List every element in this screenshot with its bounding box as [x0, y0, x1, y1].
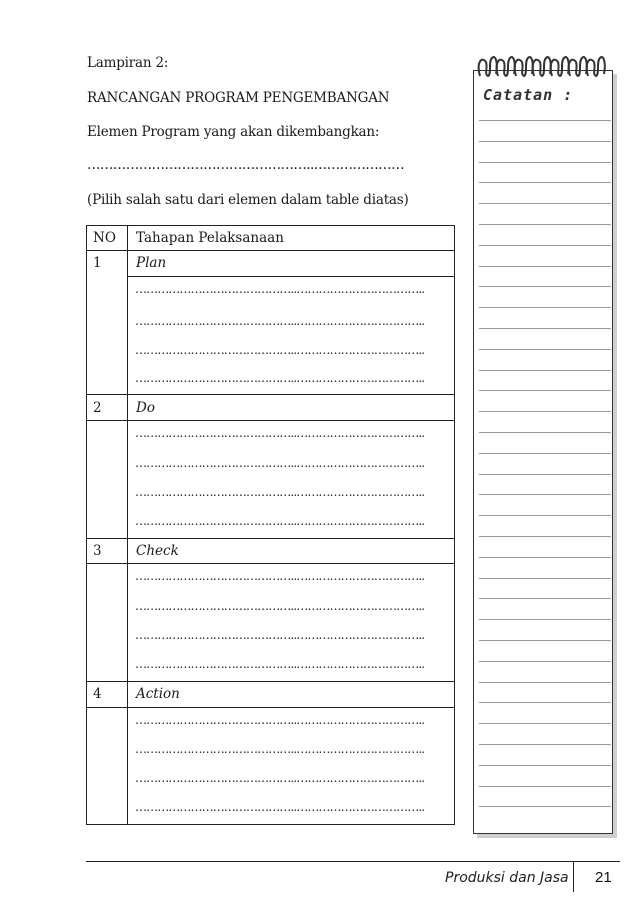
- notepad-ruled-line: [479, 307, 611, 308]
- stage-plan: Plan: [136, 255, 167, 271]
- plan-line-3[interactable]: ……………………………………..……………………………..: [135, 343, 425, 357]
- plan-line-2[interactable]: ……………………………………..……………………………..: [135, 314, 425, 328]
- notepad-ruled-line: [479, 411, 611, 412]
- row-divider: [127, 276, 454, 277]
- row-divider: [87, 420, 454, 421]
- notepad-ruled-line: [479, 349, 611, 350]
- page-number: 21: [595, 869, 612, 886]
- notepad-ruled-line: [479, 453, 611, 454]
- check-line-4[interactable]: ……………………………………..……………………………..: [135, 657, 425, 671]
- column-divider: [127, 226, 128, 824]
- notepad-title: Catatan :: [483, 86, 574, 104]
- stage-do: Do: [136, 400, 155, 416]
- check-line-2[interactable]: ……………………………………..……………………………..: [135, 599, 425, 613]
- notepad-ruled-line: [479, 245, 611, 246]
- notepad-ruled-line: [479, 765, 611, 766]
- notepad-ruled-line: [479, 182, 611, 183]
- action-line-1[interactable]: ……………………………………..……………………………..: [135, 713, 425, 727]
- check-line-3[interactable]: ……………………………………..……………………………..: [135, 628, 425, 642]
- instruction-text: (Pilih salah satu dari elemen dalam table diatas): [87, 192, 409, 208]
- notepad-ruled-line: [479, 141, 611, 142]
- notepad-ruled-line: [479, 203, 611, 204]
- do-line-3[interactable]: ……………………………………..……………………………..: [135, 485, 425, 499]
- plan-line-1[interactable]: ……………………………………..……………………………..: [135, 282, 425, 296]
- row-divider: [87, 681, 454, 682]
- appendix-label: Lampiran 2:: [87, 55, 169, 71]
- action-line-2[interactable]: ……………………………………..……………………………..: [135, 742, 425, 756]
- check-line-1[interactable]: ……………………………………..……………………………..: [135, 569, 425, 583]
- notepad-ruled-line: [479, 286, 611, 287]
- notepad-ruled-line: [479, 702, 611, 703]
- footer-rule: [86, 861, 620, 862]
- notepad-ruled-line: [479, 682, 611, 683]
- spiral-binding-icon: [474, 50, 614, 84]
- notepad-ruled-line: [479, 224, 611, 225]
- notepad-ruled-line: [479, 120, 611, 121]
- do-line-2[interactable]: ……………………………………..……………………………..: [135, 456, 425, 470]
- notepad-ruled-line: [479, 266, 611, 267]
- notepad-ruled-line: [479, 390, 611, 391]
- notepad-ruled-line: [479, 474, 611, 475]
- row-divider: [87, 394, 454, 395]
- notepad-ruled-line: [479, 806, 611, 807]
- notepad-ruled-line: [479, 557, 611, 558]
- document-title: RANCANGAN PROGRAM PENGEMBANGAN: [87, 90, 390, 106]
- notepad-ruled-line: [479, 598, 611, 599]
- stage-action: Action: [136, 686, 180, 702]
- row-divider: [87, 538, 454, 539]
- row-no-4: 4: [93, 686, 102, 702]
- notepad-ruled-line: [479, 328, 611, 329]
- notepad-ruled-line: [479, 494, 611, 495]
- notepad-ruled-line: [479, 370, 611, 371]
- row-no-1: 1: [93, 255, 102, 271]
- action-line-3[interactable]: ……………………………………..……………………………..: [135, 771, 425, 785]
- footer-separator: [573, 862, 574, 892]
- header-no: NO: [93, 230, 116, 246]
- row-divider: [87, 707, 454, 708]
- do-line-4[interactable]: ……………………………………..……………………………..: [135, 514, 425, 528]
- row-no-2: 2: [93, 400, 102, 416]
- plan-table: [86, 225, 455, 825]
- plan-line-4[interactable]: ……………………………………..……………………………..: [135, 371, 425, 385]
- footer-book-title: Produksi dan Jasa: [445, 870, 569, 886]
- action-line-4[interactable]: ……………………………………..……………………………..: [135, 800, 425, 814]
- row-divider: [87, 563, 454, 564]
- stage-check: Check: [136, 543, 179, 559]
- notepad-ruled-line: [479, 578, 611, 579]
- notepad-ruled-line: [479, 723, 611, 724]
- row-no-3: 3: [93, 543, 102, 559]
- notepad-ruled-line: [479, 515, 611, 516]
- notepad-ruled-line: [479, 786, 611, 787]
- do-line-1[interactable]: ……………………………………..……………………………..: [135, 426, 425, 440]
- notepad-ruled-line: [479, 619, 611, 620]
- notepad-ruled-line: [479, 661, 611, 662]
- notepad-ruled-line: [479, 744, 611, 745]
- element-blank-line[interactable]: ……………………………………………..…………………: [87, 157, 404, 173]
- row-divider: [87, 250, 454, 251]
- notepad-ruled-line: [479, 536, 611, 537]
- element-prompt: Elemen Program yang akan dikembangkan:: [87, 124, 380, 140]
- notepad-lines: [479, 120, 611, 826]
- notepad-ruled-line: [479, 640, 611, 641]
- notepad-ruled-line: [479, 432, 611, 433]
- header-stage: Tahapan Pelaksanaan: [136, 230, 284, 246]
- notepad-ruled-line: [479, 162, 611, 163]
